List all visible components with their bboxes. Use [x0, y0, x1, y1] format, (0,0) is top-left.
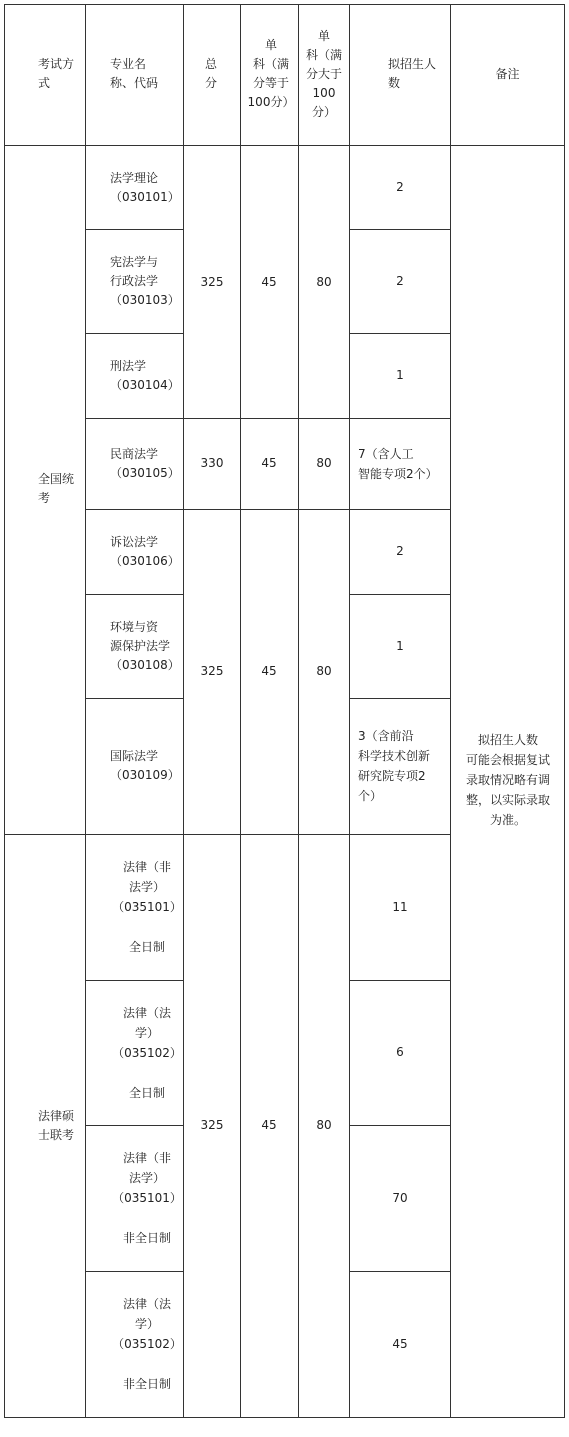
- quota-cell: [350, 1043, 450, 1062]
- group-national: [38, 470, 84, 508]
- major-cell-line: （035102）: [112, 1046, 182, 1060]
- major-cell: [110, 253, 184, 310]
- single-equal-score: [243, 662, 295, 681]
- major-cell-line: （030106）: [110, 554, 180, 568]
- header-total: [205, 55, 235, 93]
- major-cell-line: （030109）: [110, 768, 180, 782]
- single-greater-score-line: 80: [316, 456, 332, 470]
- single-equal-score-line: 45: [261, 456, 277, 470]
- major-cell-line: （035101）: [112, 1191, 182, 1205]
- header-quota-line: 拟招生人: [388, 57, 437, 71]
- header-single-greater-line: 分）: [311, 105, 336, 119]
- major-cell-line: （030103）: [110, 293, 180, 307]
- quota-cell-line: 6: [396, 1045, 404, 1059]
- major-cell-line: 全日制: [128, 940, 165, 954]
- single-greater-score: [300, 454, 348, 473]
- quota-cell-line: 70: [392, 1191, 408, 1205]
- major-cell-line: （035101）: [112, 900, 182, 914]
- header-quota: [388, 55, 448, 93]
- quota-cell-line: 1: [396, 639, 404, 653]
- single-equal-score: [243, 454, 295, 473]
- remarks-text-line: 整，以实际录取: [465, 793, 550, 807]
- header-major: [110, 55, 182, 93]
- major-cell: [110, 1003, 184, 1103]
- major-cell: [110, 747, 184, 785]
- single-greater-score: [300, 1116, 348, 1135]
- major-cell-line: [110, 917, 184, 937]
- quota-cell: [350, 1335, 450, 1354]
- major-cell: [110, 1294, 184, 1394]
- group-law-master: [38, 1107, 84, 1145]
- major-cell-line: （030104）: [110, 378, 180, 392]
- single-greater-score-line: 80: [316, 275, 332, 289]
- major-cell-line: 法律（非: [122, 1151, 171, 1165]
- single-greater-score: [300, 662, 348, 681]
- major-cell-line: 源保护法学: [110, 639, 171, 653]
- quota-cell-line: 个）: [358, 789, 383, 803]
- major-cell-line: [110, 1354, 184, 1374]
- single-greater-score-line: 80: [316, 1118, 332, 1132]
- major-cell-line: 刑法学: [110, 359, 147, 373]
- header-single-equal-line: 单: [264, 38, 277, 52]
- remarks-text-line: 为准。: [489, 813, 526, 827]
- major-cell-line: （030105）: [110, 466, 180, 480]
- quota-cell-line: 2: [396, 544, 404, 558]
- total-score-line: 330: [200, 456, 224, 470]
- quota-cell: [350, 542, 450, 561]
- quota-cell: [350, 272, 450, 291]
- header-single-equal-line: 科（满: [252, 57, 289, 71]
- header-single-equal-line: 100分）: [247, 95, 295, 109]
- total-score-line: 325: [200, 664, 224, 678]
- quota-cell: [350, 1189, 450, 1208]
- major-cell-line: 环境与资: [110, 620, 159, 634]
- major-cell: [110, 357, 184, 395]
- single-equal-score: [243, 273, 295, 292]
- major-cell-line: 宪法学与: [110, 255, 159, 269]
- header-exam-method-line: 考试方: [38, 57, 75, 71]
- header-exam-method: [38, 55, 84, 93]
- major-cell-line: （035102）: [112, 1337, 182, 1351]
- single-greater-score-line: 80: [316, 664, 332, 678]
- quota-cell-line: 研究院专项2: [358, 769, 426, 783]
- total-score: [186, 1116, 238, 1135]
- major-cell-line: 学）: [134, 1026, 159, 1040]
- quota-cell-line: 2: [396, 180, 404, 194]
- major-cell-line: [110, 1063, 184, 1083]
- major-cell-line: 法学）: [128, 880, 165, 894]
- major-cell-line: （030108）: [110, 658, 180, 672]
- quota-cell: [358, 444, 450, 484]
- major-cell: [110, 445, 184, 483]
- header-single-greater-line: 分大于: [305, 67, 342, 81]
- quota-cell-line: 智能专项2个）: [358, 467, 438, 481]
- major-cell-line: 行政法学: [110, 274, 159, 288]
- major-cell-line: 法学理论: [110, 171, 159, 185]
- remarks-text-line: 拟招生人数: [477, 733, 538, 747]
- single-equal-score-line: 45: [261, 664, 277, 678]
- header-major-line: 称、代码: [110, 76, 159, 90]
- single-equal-score: [243, 1116, 295, 1135]
- major-cell: [110, 618, 184, 675]
- group-law-master-line: 士联考: [38, 1128, 75, 1142]
- major-cell: [110, 1148, 184, 1248]
- quota-cell: [358, 726, 450, 806]
- header-single-greater: [300, 27, 348, 122]
- quota-cell-line: 2: [396, 274, 404, 288]
- major-cell-line: [110, 1208, 184, 1228]
- major-cell-line: 法律（法: [122, 1297, 171, 1311]
- quota-cell: [350, 366, 450, 385]
- major-cell-line: 非全日制: [122, 1231, 171, 1245]
- major-cell-line: 民商法学: [110, 447, 159, 461]
- single-equal-score-line: 45: [261, 1118, 277, 1132]
- major-cell: [110, 169, 184, 207]
- header-quota-line: 数: [388, 76, 401, 90]
- major-cell-line: 国际法学: [110, 749, 159, 763]
- major-cell-line: （030101）: [110, 190, 180, 204]
- header-single-greater-line: 单: [317, 29, 330, 43]
- header-remarks: [451, 65, 564, 84]
- quota-cell-line: 3（含前沿: [358, 729, 414, 743]
- quota-cell-line: 1: [396, 368, 404, 382]
- major-cell-line: 法学）: [128, 1171, 165, 1185]
- remarks-text-line: 录取情况略有调: [465, 773, 550, 787]
- major-cell-line: 学）: [134, 1317, 159, 1331]
- total-score: [186, 662, 238, 681]
- header-exam-method-line: 式: [38, 76, 51, 90]
- quota-cell-line: 科学技术创新: [358, 749, 431, 763]
- quota-cell-line: 45: [392, 1337, 408, 1351]
- major-cell: [110, 857, 184, 957]
- total-score: [186, 454, 238, 473]
- header-major-line: 专业名: [110, 57, 147, 71]
- header-single-greater-line: 100: [312, 86, 336, 100]
- total-score-line: 325: [200, 275, 224, 289]
- header-single-equal: [244, 36, 298, 112]
- group-national-line: 全国统: [38, 472, 75, 486]
- remarks-text-line: 可能会根据复试: [465, 753, 550, 767]
- major-cell-line: 法律（非: [122, 860, 171, 874]
- remarks-text: [452, 730, 564, 830]
- single-greater-score: [300, 273, 348, 292]
- header-single-equal-line: 分等于: [252, 76, 289, 90]
- major-cell-line: 非全日制: [122, 1377, 171, 1391]
- major-cell-line: 全日制: [128, 1086, 165, 1100]
- group-law-master-line: 法律硕: [38, 1109, 75, 1123]
- total-score-line: 325: [200, 1118, 224, 1132]
- header-total-line: 总: [205, 57, 218, 71]
- major-cell: [110, 533, 184, 571]
- header-remarks-line: 备注: [495, 67, 520, 81]
- total-score: [186, 273, 238, 292]
- header-total-line: 分: [205, 76, 218, 90]
- quota-cell: [350, 637, 450, 656]
- group-national-line: 考: [38, 491, 51, 505]
- major-cell-line: 法律（法: [122, 1006, 171, 1020]
- header-single-greater-line: 科（满: [305, 48, 342, 62]
- quota-cell-line: 11: [392, 900, 408, 914]
- single-equal-score-line: 45: [261, 275, 277, 289]
- quota-cell: [350, 898, 450, 917]
- quota-cell-line: 7（含人工: [358, 447, 414, 461]
- quota-cell: [350, 178, 450, 197]
- major-cell-line: 诉讼法学: [110, 535, 159, 549]
